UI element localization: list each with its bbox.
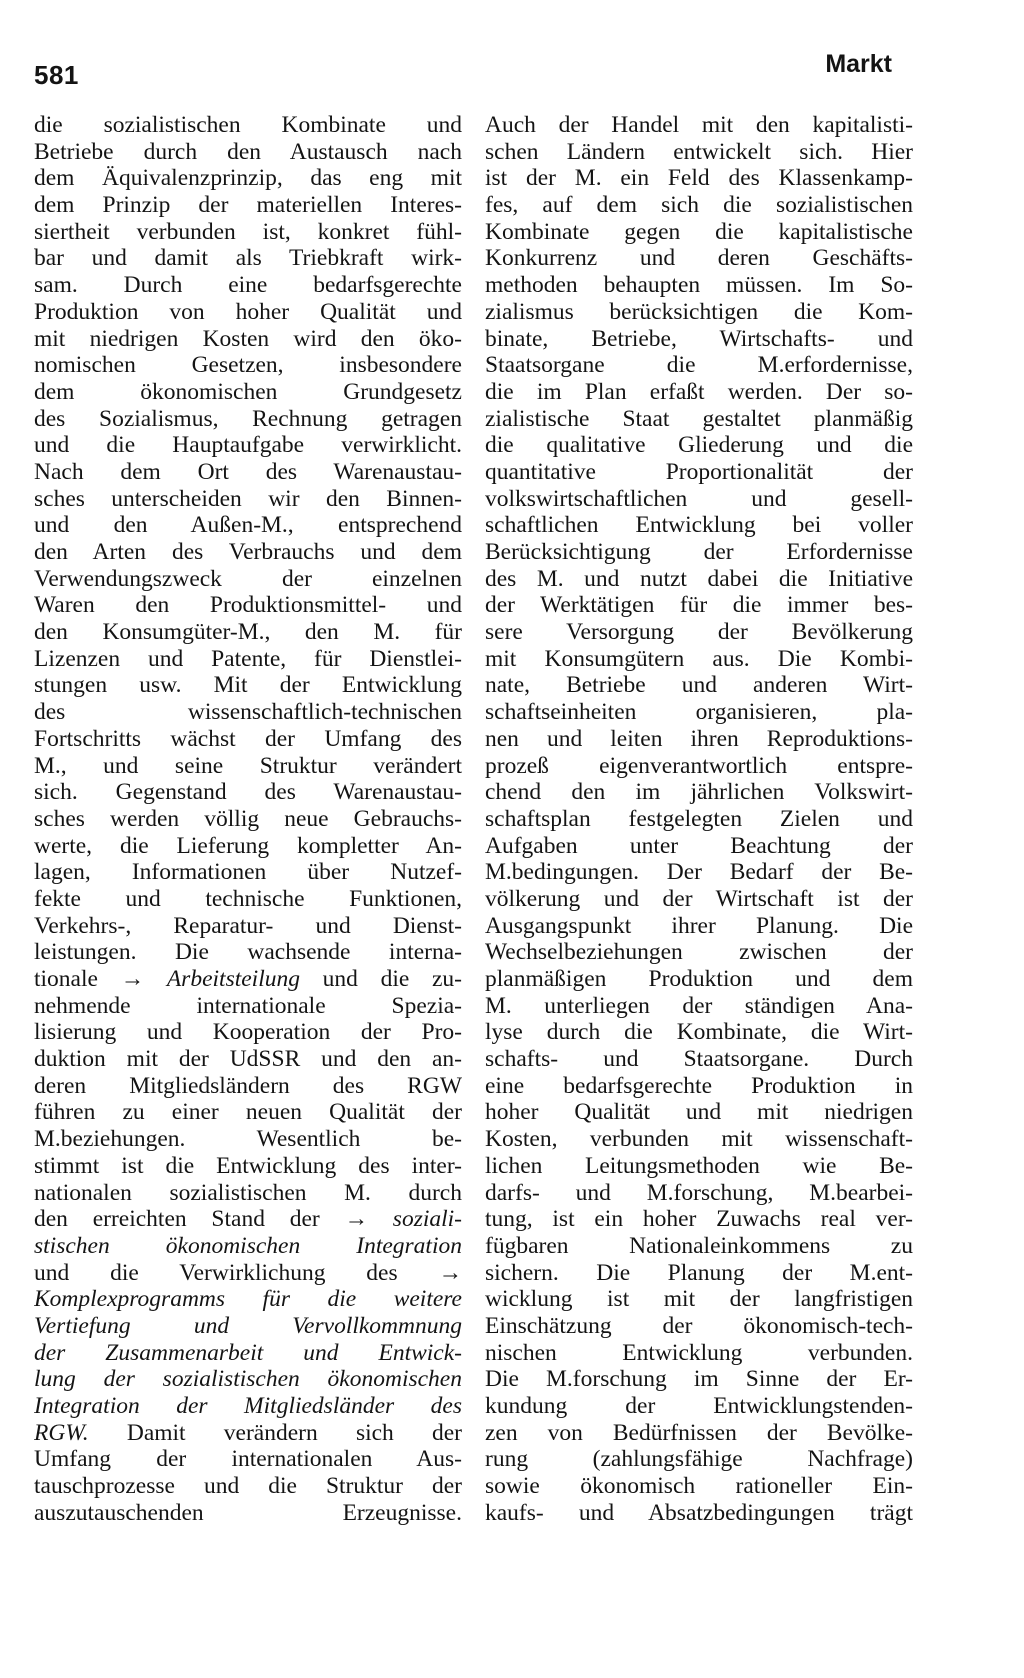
text-line: lyse durch die Kombinate, die Wirt-: [485, 1019, 913, 1046]
text-line: führen zu einer neuen Qualität der: [34, 1099, 462, 1126]
text-line: tung, ist ein hoher Zuwachs real ver-: [485, 1206, 913, 1233]
cross-reference-line: [34, 1393, 462, 1420]
text-line: nehmende internationale Spezia-: [34, 992, 462, 1019]
text-line: fes, auf dem sich die sozialistischen: [485, 192, 913, 219]
cross-reference-link[interactable]: Arbeitsteilung: [166, 966, 300, 992]
text-line: nate, Betriebe und anderen Wirt-: [485, 672, 913, 699]
text-line: und die Hauptaufgabe verwirklicht.: [34, 432, 462, 459]
text-line: nomischen Gesetzen, insbesondere: [34, 352, 462, 379]
left-column: [34, 112, 462, 1526]
text-line: Berücksichtigung der Erfordernisse: [485, 539, 913, 565]
cross-reference-link[interactable]: stischen ökonomischen Integration: [34, 1232, 462, 1259]
text-line: des M. und nutzt dabei die Initiative: [485, 565, 913, 592]
text-line-with-reference: [34, 1260, 462, 1287]
text-line: sowie ökonomisch rationeller Ein-: [485, 1473, 913, 1500]
text-line: zialistische Staat gestaltet planmäßig: [485, 405, 913, 432]
text-line: sichern. Die Planung der M.ent-: [485, 1259, 913, 1286]
text-line: des Sozialismus, Rechnung getragen: [34, 405, 462, 432]
text-line: lisierung und Kooperation der Pro-: [34, 1019, 462, 1046]
text-line: Umfang der internationalen Aus-: [34, 1446, 462, 1473]
text-line: M.beziehungen. Wesentlich be-: [34, 1126, 462, 1153]
text-line: sches unterscheiden wir den Binnen-: [34, 485, 462, 512]
text-line: kaufs- und Absatzbedingungen trägt: [485, 1499, 913, 1526]
text-line: quantitative Proportionalität der: [485, 458, 913, 485]
text-line: Aufgaben unter Beachtung der: [485, 832, 913, 859]
text-line: Fortschritts wächst der Umfang des: [34, 725, 462, 752]
text-line: wicklung ist mit der langfristigen: [485, 1286, 913, 1313]
text-line: hoher Qualität und mit niedrigen: [485, 1099, 913, 1126]
text-line-with-reference: [34, 1206, 462, 1233]
cross-reference-arrow: →: [120, 966, 145, 992]
cross-reference-line: [34, 1366, 462, 1393]
text-run: tionale: [34, 966, 98, 992]
text-line: eine bedarfsgerechte Produktion in: [485, 1072, 913, 1099]
text-line: schaftlichen Entwicklung bei voller: [485, 512, 913, 539]
text-line: Konkurrenz und deren Geschäfts-: [485, 245, 913, 272]
text-line: Betriebe durch den Austausch nach: [34, 138, 462, 165]
text-line: zialismus berücksichtigen die Kom-: [485, 298, 913, 325]
text-line: lagen, Informationen über Nutzef-: [34, 859, 462, 886]
text-line: dem Prinzip der materiellen Interes-: [34, 192, 462, 219]
text-line: Lizenzen und Patente, für Dienstlei-: [34, 645, 462, 672]
right-column: [485, 112, 913, 1526]
cross-reference-link[interactable]: soziali-: [392, 1206, 462, 1233]
cross-reference-link[interactable]: lung der sozialistischen ökonomischen: [34, 1366, 462, 1393]
text-line: Einschätzung der ökonomisch-tech-: [485, 1312, 913, 1339]
text-line: fügbaren Nationaleinkommens zu: [485, 1232, 913, 1259]
cross-reference-line: [34, 1233, 462, 1260]
text-line: M. unterliegen der ständigen Ana-: [485, 992, 913, 1019]
text-line: schaftsplan festgelegten Zielen und: [485, 805, 913, 832]
text-line: M.bedingungen. Der Bedarf der Be-: [485, 859, 913, 886]
cross-reference-line: [34, 1286, 462, 1313]
text-line: schen Ländern entwickelt sich. Hier: [485, 138, 913, 165]
text-line-with-reference: [34, 966, 462, 993]
text-line: stimmt ist die Entwicklung des inter-: [34, 1152, 462, 1179]
text-line: Wechselbeziehungen zwischen der: [485, 939, 913, 966]
text-line: darfs- und M.forschung, M.bearbei-: [485, 1179, 913, 1206]
text-line: Verwendungszweck der einzelnen: [34, 565, 462, 592]
text-line: dem ökonomischen Grundgesetz: [34, 378, 462, 405]
cross-reference-link[interactable]: Komplexprogramms für die weitere: [34, 1286, 462, 1313]
text-line: M., und seine Struktur verändert: [34, 752, 462, 779]
text-run: den erreichten Stand der: [34, 1206, 320, 1233]
cross-reference-link[interactable]: Integration der Mitgliedsländer des: [34, 1393, 462, 1419]
text-line: ist der M. ein Feld des Klassenkamp-: [485, 165, 913, 192]
text-line: mit niedrigen Kosten wird den öko-: [34, 325, 462, 352]
text-line: binate, Betriebe, Wirtschafts- und: [485, 325, 913, 352]
text-line: sches werden völlig neue Gebrauchs-: [34, 805, 462, 832]
text-line: der Werktätigen für die immer bes-: [485, 592, 913, 619]
text-line: des wissenschaftlich-technischen: [34, 699, 462, 726]
text-line-with-reference: [34, 1420, 462, 1447]
text-line: zen von Bedürfnissen der Bevölke-: [485, 1419, 913, 1446]
cross-reference-line: [34, 1340, 462, 1367]
text-line: nen und leiten ihren Reproduktions-: [485, 725, 913, 752]
text-line: Nach dem Ort des Warenaustau-: [34, 458, 462, 485]
text-line: chend den im jährlichen Volkswirt-: [485, 779, 913, 806]
text-run: Damit verändern sich der: [126, 1419, 462, 1446]
text-line: bar und damit als Triebkraft wirk-: [34, 245, 462, 272]
text-line: volkswirtschaftlichen und gesell-: [485, 485, 913, 512]
text-line: rung (zahlungsfähige Nachfrage): [485, 1446, 913, 1473]
text-line: schafts- und Staatsorgane. Durch: [485, 1046, 913, 1073]
text-line: Auch der Handel mit den kapitalisti-: [485, 112, 913, 138]
text-line: Kosten, verbunden mit wissenschaft-: [485, 1126, 913, 1153]
cross-reference-arrow: →: [344, 1206, 369, 1233]
text-line: den Konsumgüter-M., den M. für: [34, 619, 462, 646]
text-line: die qualitative Gliederung und die: [485, 432, 913, 459]
text-line: nischen Entwicklung verbunden.: [485, 1339, 913, 1366]
text-line: die sozialistischen Kombinate und: [34, 112, 462, 138]
text-line: kundung der Entwicklungstenden-: [485, 1393, 913, 1419]
text-line: Verkehrs-, Reparatur- und Dienst-: [34, 912, 462, 939]
text-line: Ausgangspunkt ihrer Planung. Die: [485, 912, 913, 939]
cross-reference-link[interactable]: der Zusammenarbeit und Entwick-: [34, 1339, 462, 1366]
text-line: methoden behaupten müssen. Im So-: [485, 272, 913, 299]
cross-reference-link[interactable]: Vertiefung und Vervollkommnung: [34, 1312, 462, 1339]
text-line: Die M.forschung im Sinne der Er-: [485, 1366, 913, 1393]
text-line: stungen usw. Mit der Entwicklung: [34, 672, 462, 699]
text-line: den Arten des Verbrauchs und dem: [34, 539, 462, 565]
text-line: planmäßigen Produktion und dem: [485, 966, 913, 992]
text-line: lichen Leitungsmethoden wie Be-: [485, 1152, 913, 1179]
text-line: prozeß eigenverantwortlich entspre-: [485, 752, 913, 779]
running-head: Markt: [825, 50, 892, 78]
text-run: und die zu-: [322, 966, 462, 992]
text-line: mit Konsumgütern aus. Die Kombi-: [485, 645, 913, 672]
text-run: und die Verwirklichung des: [34, 1259, 398, 1286]
cross-reference-line: [34, 1313, 462, 1340]
text-line: Staatsorgane die M.erfordernisse,: [485, 352, 913, 379]
text-line: siertheit verbunden ist, konkret fühl-: [34, 218, 462, 245]
text-line: tauschprozesse und die Struktur der: [34, 1473, 462, 1500]
text-line: dem Äquivalenzprinzip, das eng mit: [34, 165, 462, 192]
text-line: leistungen. Die wachsende interna-: [34, 939, 462, 966]
text-line: fekte und technische Funktionen,: [34, 885, 462, 912]
cross-reference-arrow: →: [438, 1259, 462, 1286]
text-line: duktion mit der UdSSR und den an-: [34, 1046, 462, 1073]
text-line: auszutauschenden Erzeugnisse.: [34, 1499, 462, 1526]
text-line: die im Plan erfaßt werden. Der so-: [485, 378, 913, 405]
text-line: Produktion von hoher Qualität und: [34, 298, 462, 325]
page-number: 581: [34, 60, 79, 90]
text-line: werte, die Lieferung kompletter An-: [34, 832, 462, 859]
text-line: sam. Durch eine bedarfsgerechte: [34, 272, 462, 299]
text-line: sich. Gegenstand des Warenaustau-: [34, 779, 462, 806]
cross-reference-link[interactable]: RGW.: [34, 1419, 89, 1446]
text-line: völkerung und der Wirtschaft ist der: [485, 885, 913, 912]
text-line: schaftseinheiten organisieren, pla-: [485, 699, 913, 726]
text-line: deren Mitgliedsländern des RGW: [34, 1072, 462, 1099]
text-line: Kombinate gegen die kapitalistische: [485, 218, 913, 245]
text-line: nationalen sozialistischen M. durch: [34, 1179, 462, 1206]
text-line: und den Außen-M., entsprechend: [34, 512, 462, 539]
text-line: sere Versorgung der Bevölkerung: [485, 619, 913, 646]
text-line: Waren den Produktionsmittel- und: [34, 592, 462, 619]
